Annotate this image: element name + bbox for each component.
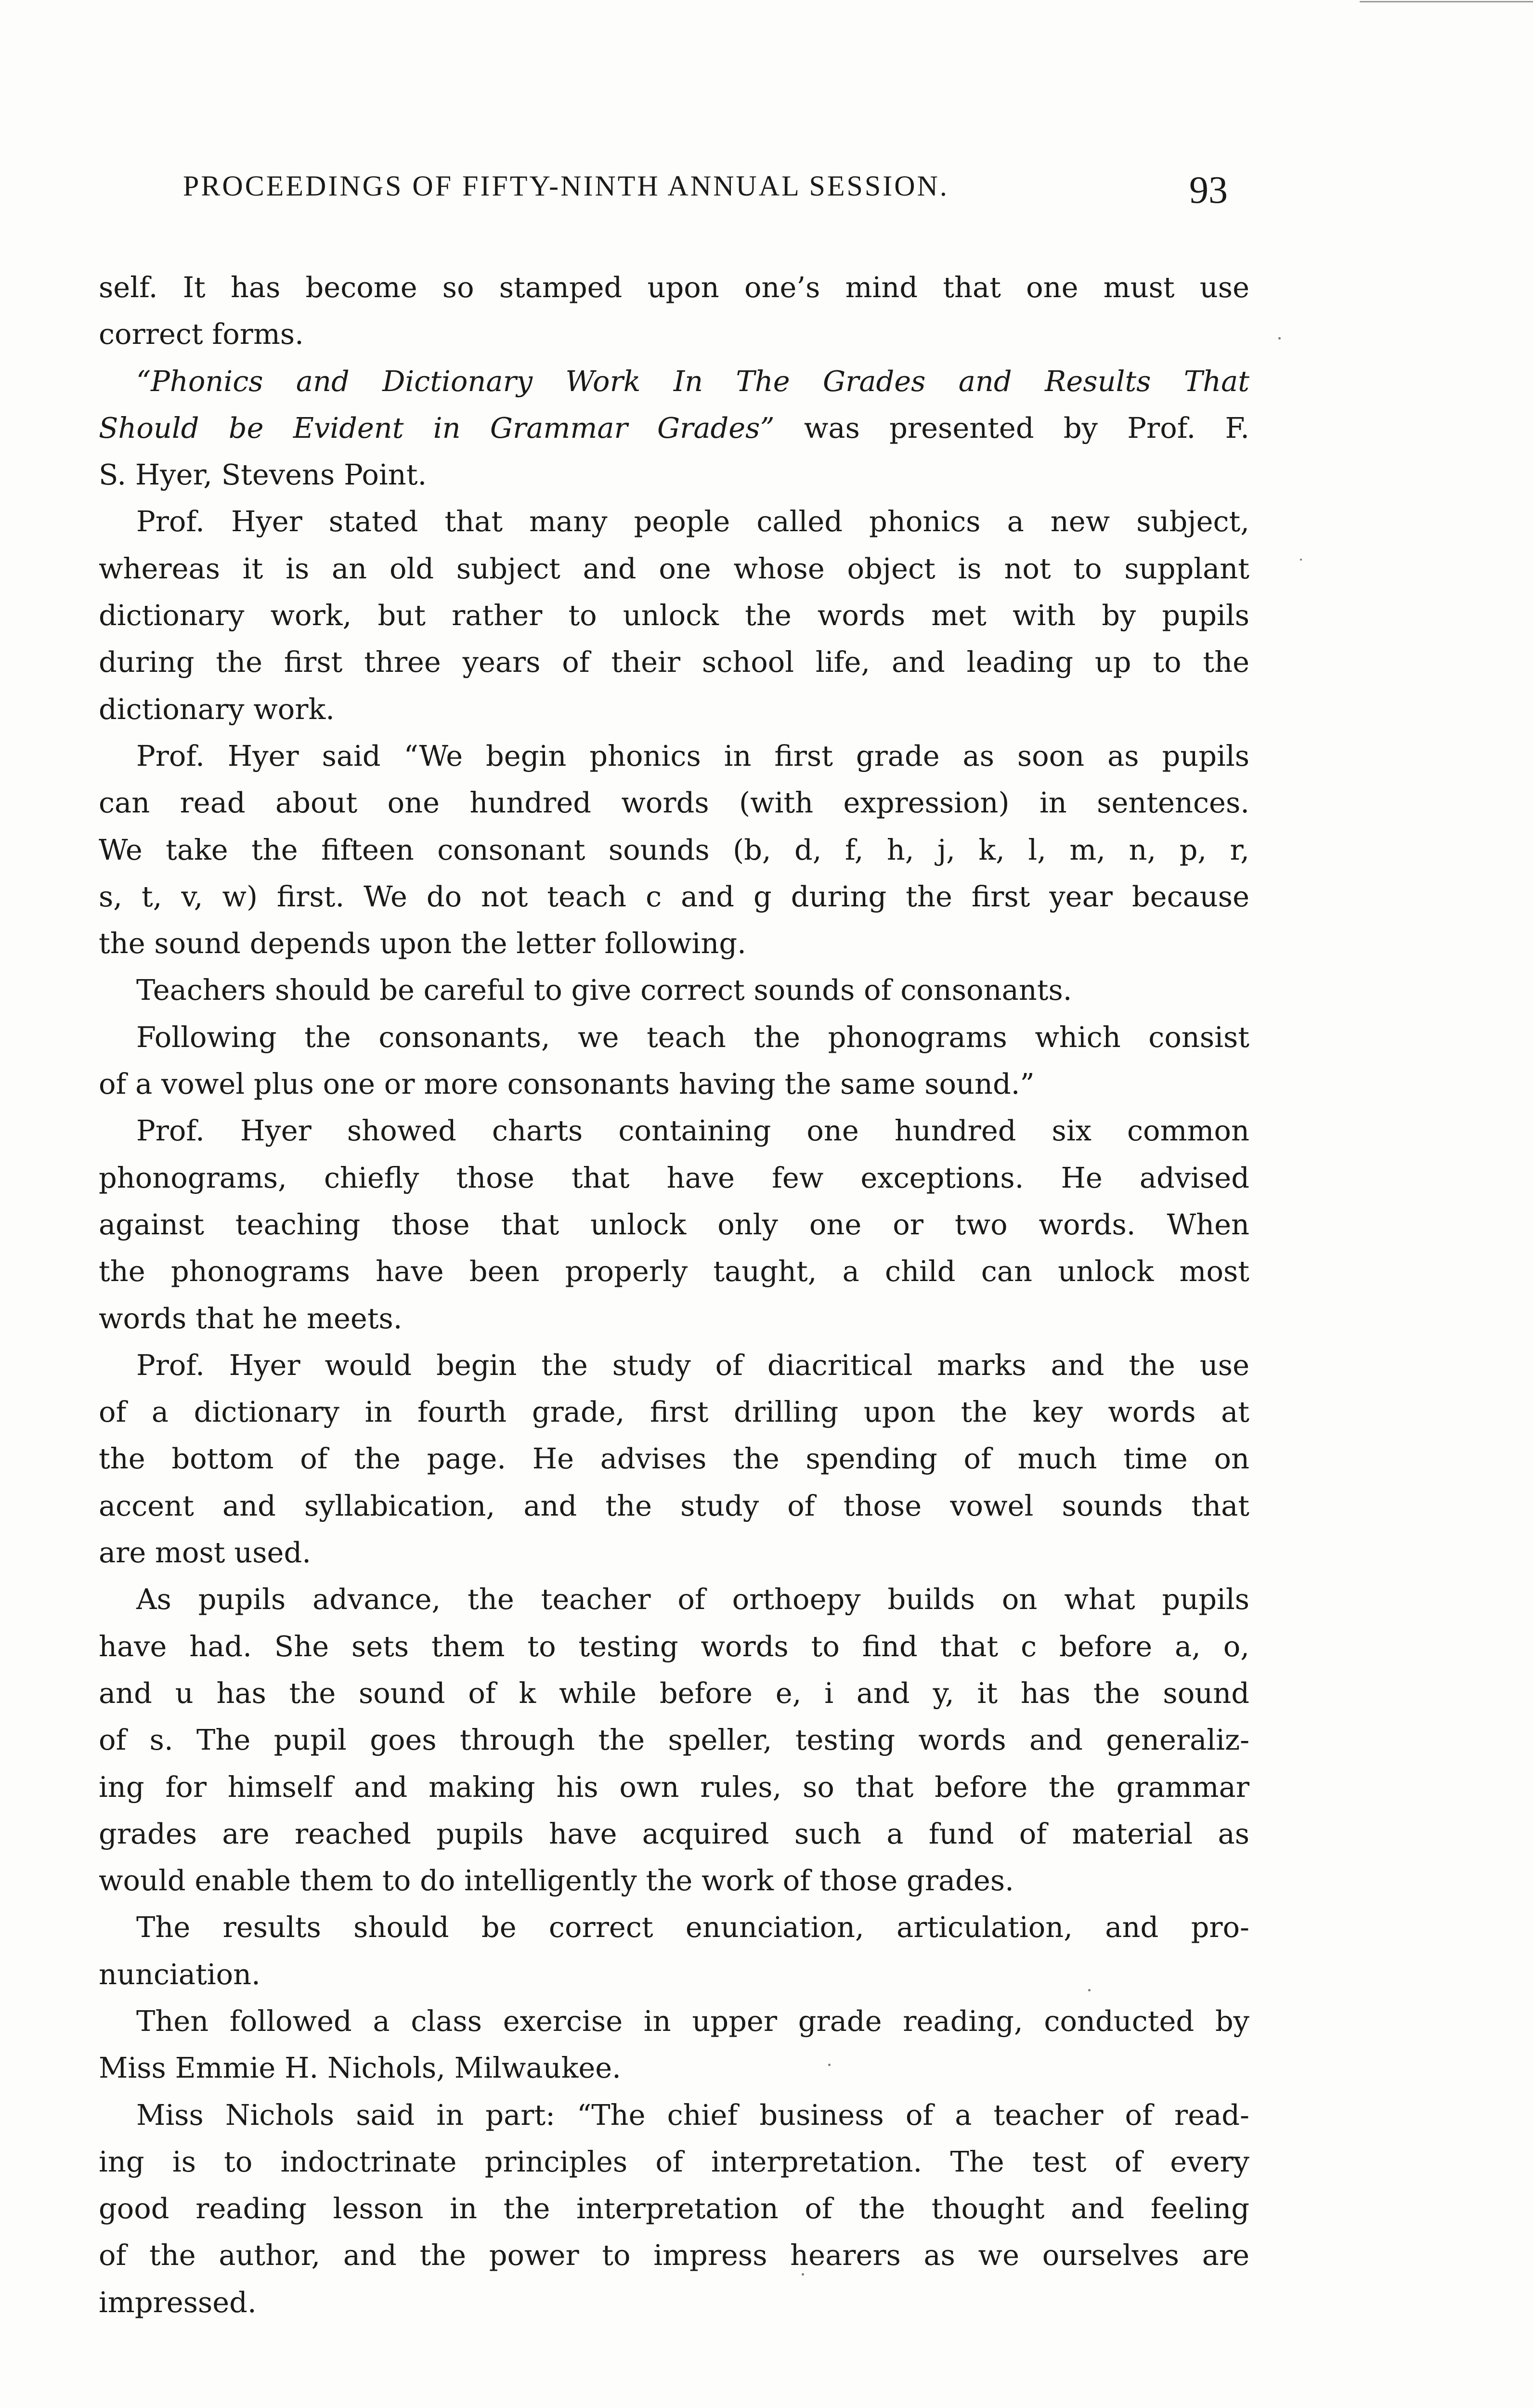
text-line: the sound depends upon the letter following. — [99, 927, 746, 960]
text-line: Teachers should be careful to give correct sounds of consonants. — [136, 973, 1072, 1007]
text-line: ing for himself and making his own rules, so that before the grammar — [99, 1770, 1249, 1804]
text-line: of a dictionary in fourth grade, first drilling upon the key words at — [99, 1395, 1249, 1429]
text-line: Prof. Hyer showed charts containing one hundred six common — [136, 1114, 1249, 1148]
text-line: the bottom of the page. He advises the spending of much time on — [99, 1442, 1249, 1476]
text-line: are most used. — [99, 1536, 311, 1570]
text-line: words that he meets. — [99, 1301, 403, 1335]
text-line: Then followed a class exercise in upper grade reading, conducted by — [136, 2004, 1249, 2038]
page-number: 93 — [1189, 169, 1228, 211]
text-line: whereas it is an old subject and one whose object is not to supplant — [99, 551, 1249, 585]
text-line: “Phonics and Dictionary Work In The Grades and Results That — [136, 364, 1249, 398]
line-remainder: was presented by Prof. F. — [774, 411, 1249, 445]
text-line: self. It has become so stamped upon one’s mind that one must use — [99, 271, 1249, 304]
scan-speck — [1278, 337, 1281, 340]
text-line: and u has the sound of k while before e, i and y, it has the sound — [99, 1676, 1249, 1710]
text-line: As pupils advance, the teacher of orthoepy builds on what pupils — [136, 1583, 1249, 1616]
text-line: Following the consonants, we teach the phonograms which consist — [136, 1020, 1249, 1054]
scan-speck — [1088, 1989, 1091, 1991]
text-line: The results should be correct enunciation, articulation, and pro- — [136, 1911, 1249, 1944]
text-line: ing is to indoctrinate principles of interpretation. The test of every — [99, 2145, 1249, 2178]
text-line: have had. She sets them to testing words to find that c before a, o, — [99, 1629, 1249, 1663]
text-line: Miss Nichols said in part: “The chief business of a teacher of read- — [136, 2098, 1249, 2132]
text-line: accent and syllabication, and the study of those vowel sounds that — [99, 1489, 1249, 1522]
text-line: grades are reached pupils have acquired such a fund of material as — [99, 1817, 1249, 1850]
body-text — [99, 264, 1249, 2326]
text-line — [99, 405, 1249, 451]
text-line: during the first three years of their school life, and leading up to the — [99, 645, 1249, 679]
text-line: of the author, and the power to impress hearers as we ourselves are — [99, 2238, 1249, 2272]
text-line: phonograms, chiefly those that have few exceptions. He advised — [99, 1161, 1249, 1194]
text-line: would enable them to do intelligently the work of those grades. — [99, 1864, 1014, 1898]
scan-speck — [828, 2064, 831, 2066]
text-line: correct forms. — [99, 317, 304, 351]
running-head: PROCEEDINGS OF FIFTY-NINTH ANNUAL SESSION. — [183, 170, 949, 202]
text-line: Prof. Hyer would begin the study of diacritical marks and the use — [136, 1348, 1249, 1382]
text-line: dictionary work. — [99, 692, 335, 726]
text-line: of a vowel plus one or more consonants having the same sound.” — [99, 1067, 1035, 1101]
italic-title-fragment: Should be Evident in Grammar Grades” — [99, 411, 775, 445]
text-line: nunciation. — [99, 1957, 260, 1991]
text-line: Prof. Hyer stated that many people called phonics a new subject, — [136, 505, 1249, 538]
scan-speck — [1300, 559, 1302, 561]
text-line: can read about one hundred words (with expression) in sentences. — [99, 786, 1249, 820]
text-line: good reading lesson in the interpretation of the thought and feeling — [99, 2192, 1249, 2225]
text-line: dictionary work, but rather to unlock the words met with by pupils — [99, 599, 1249, 632]
text-line: impressed. — [99, 2285, 257, 2319]
text-line: of s. The pupil goes through the speller, testing words and generaliz- — [99, 1723, 1249, 1757]
text-line: We take the fifteen consonant sounds (b, d, f, h, j, k, l, m, n, p, r, — [99, 833, 1249, 866]
text-line: S. Hyer, Stevens Point. — [99, 458, 427, 492]
text-line: against teaching those that unlock only one or two words. When — [99, 1207, 1249, 1241]
text-line: Prof. Hyer said “We begin phonics in first grade as soon as pupils — [136, 739, 1249, 772]
scan-speck — [802, 2273, 804, 2276]
text-line: the phonograms have been properly taught, a child can unlock most — [99, 1255, 1249, 1288]
top-edge-rule — [1360, 1, 1533, 2]
text-line: Miss Emmie H. Nichols, Milwaukee. — [99, 2051, 621, 2085]
text-line: s, t, v, w) first. We do not teach c and g during the first year because — [99, 879, 1249, 913]
